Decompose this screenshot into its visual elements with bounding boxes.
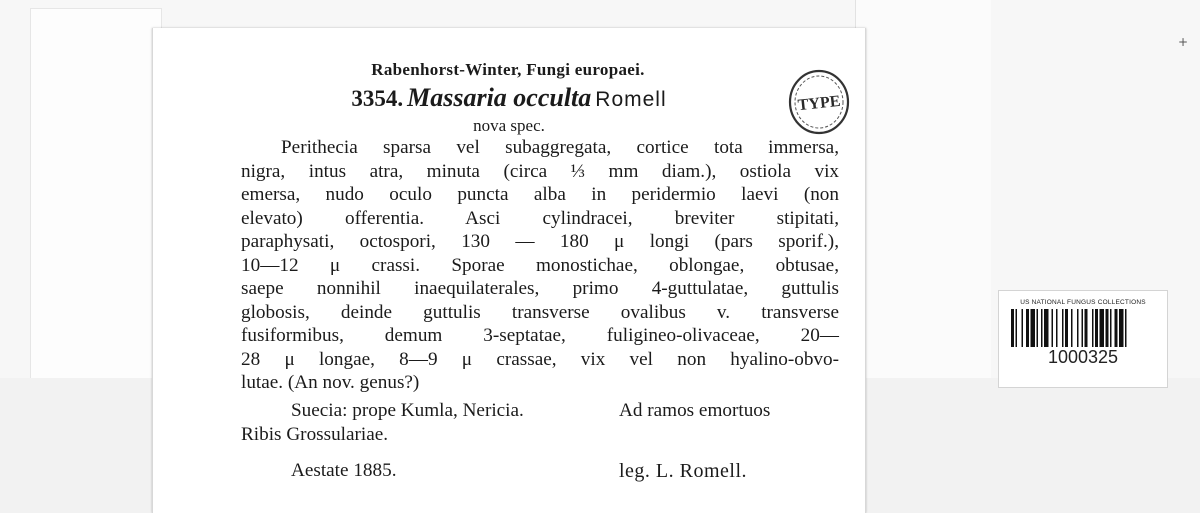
locality-place: Suecia: prope Kumla, Nericia. [291,400,524,421]
barcode-bar [1062,309,1064,347]
background-sheet-right [855,0,991,383]
barcode-bar [1095,309,1098,347]
description-line: elevato) offerentia. Asci cylindracei, breviter stipitati, [241,207,839,229]
collector-name: leg. L. Romell. [619,460,748,482]
barcode-bar [1044,309,1049,347]
description-line: globosis, deinde guttulis transverse ovalibus v. transverse [241,301,839,323]
collection-name: US NATIONAL FUNGUS COLLECTIONS [1020,299,1146,306]
barcode-bar [1082,309,1084,347]
type-stamp [787,68,851,136]
series-title: Rabenhorst-Winter, Fungi europaei. [371,60,645,79]
species-author: Romell [595,88,667,111]
barcode-bar [1119,309,1124,347]
barcode-bar [1016,309,1018,347]
collection-date: Aestate 1885. [291,460,397,481]
barcode-bar [1085,309,1088,347]
type-stamp-text: TYPE [797,92,842,115]
locality-substrate: Ad ramos emortuos [619,400,771,421]
barcode-bar [1022,309,1024,347]
barcode-bar [1106,309,1109,347]
exsiccata-number: 3354. [351,86,404,111]
barcode-bar [1125,309,1127,347]
description-line: paraphysati, octospori, 130 — 180 μ longi (pars sporif.), [241,231,839,252]
description-line: 10—12 μ crassi. Sporae monostichae, oblongae, obtusae, [241,254,839,276]
barcode-bar [1037,309,1039,347]
species-name: Massaria occulta [407,83,592,112]
background-sheet-left [30,8,162,380]
barcode-number: 1000325 [1047,347,1119,367]
barcode-label [998,290,1168,388]
barcode [1011,309,1155,347]
barcode-bar [1071,309,1073,347]
barcode-bar [1026,309,1029,347]
description-line: Perithecia sparsa vel subaggregata, cortice tota immersa, [281,137,839,158]
description-line: lutae. (An nov. genus?) [241,372,420,393]
description-line: saepe nonnihil inaequilaterales, primo 4-guttulatae, guttulis [241,278,839,299]
barcode-bar [1041,309,1043,347]
barcode-bar [1100,309,1105,347]
species-title [153,83,865,113]
description-line: 28 μ longae, 8—9 μ crassae, vix vel non hyalino-obvo- [241,348,839,370]
species-description [241,136,839,395]
barcode-bar [1031,309,1036,347]
edge-mark: + [1178,35,1189,49]
barcode-bar [1052,309,1054,347]
barcode-bar [1092,309,1094,347]
nova-spec: nova spec. [473,116,545,135]
description-line: nigra, intus atra, minuta (circa ⅓ mm diam.), ostiola vix [241,160,839,182]
description-line: fusiformibus, demum 3-septatae, fuligineo-olivaceae, 20— [241,325,839,346]
barcode-bar [1077,309,1079,347]
barcode-bar [1056,309,1058,347]
description-line: emersa, nudo oculo puncta alba in peridermio laevi (non [241,184,839,205]
barcode-bar [1065,309,1068,347]
barcode-bar [1110,309,1112,347]
host-name: Ribis Grossulariae. [241,424,389,445]
specimen-label [152,28,866,513]
barcode-bar [1011,309,1014,347]
barcode-bar [1115,309,1118,347]
